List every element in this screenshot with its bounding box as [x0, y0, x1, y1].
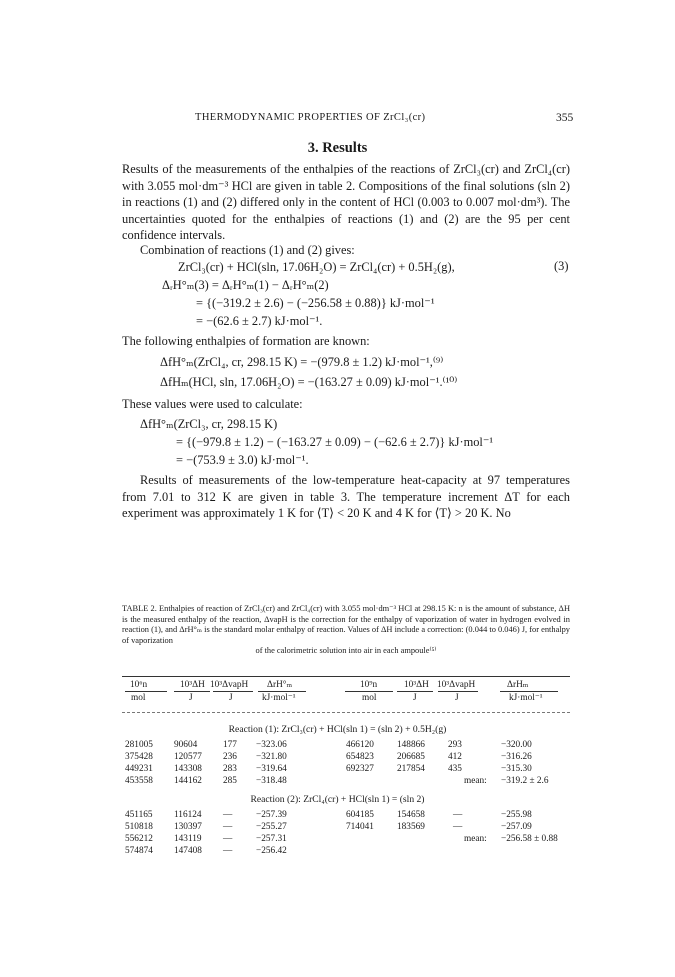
table-cell: 183569	[397, 822, 425, 832]
header-underline	[125, 691, 167, 692]
mean-label: mean:	[464, 834, 487, 844]
table-cell: −323.06	[256, 740, 287, 750]
paragraph-known: The following enthalpies of formation are known:	[122, 334, 370, 348]
table-cell: 120577	[174, 752, 202, 762]
table-cell: 451165	[125, 810, 153, 820]
equation-dh3-line2: = {(−319.2 ± 2.6) − (−256.58 ± 0.88)} kJ·mol⁻¹	[196, 296, 435, 310]
reaction2-title: Reaction (2): ZrCl₄(cr) + HCl(sln 1) = (sln 2)	[250, 794, 425, 805]
table2-caption-last: of the calorimetric solution into air in each ampoule⁽⁵⁾	[255, 646, 437, 656]
mean-value: −319.2 ± 2.6	[501, 776, 549, 786]
table-cell: 281005	[125, 740, 153, 750]
calc-line3: = −(753.9 ± 3.0) kJ·mol⁻¹.	[176, 453, 309, 467]
equation-dh3-line1: ΔᵣH°ₘ(3) = ΔᵣH°ₘ(1) − ΔᵣH°ₘ(2)	[162, 278, 329, 292]
table-cell: 177	[223, 740, 237, 750]
table-header: 10³ΔH	[180, 680, 205, 690]
table-cell: 143308	[174, 764, 202, 774]
table-unit: kJ·mol⁻¹	[509, 693, 543, 703]
equation-reaction-3: ZrCl₃(cr) + HCl(sln, 17.06H₂O) = ZrCl₄(cr) + 0.5H₂(g),	[178, 260, 455, 274]
table-cell: 449231	[125, 764, 153, 774]
table-header-rule	[122, 712, 570, 713]
table-cell: 510818	[125, 822, 153, 832]
table-header: 10³ΔvapH	[437, 680, 476, 690]
table-unit: J	[413, 693, 417, 703]
reaction1-title: Reaction (1): ZrCl₃(cr) + HCl(sln 1) = (sln 2) + 0.5H₂(g)	[228, 724, 447, 735]
calc-line2: = {(−979.8 ± 1.2) − (−163.27 ± 0.09) − (−62.6 ± 2.7)} kJ·mol⁻¹	[176, 435, 494, 449]
table-cell: 556212	[125, 834, 153, 844]
table-cell: 130397	[174, 822, 202, 832]
table-cell: 293	[448, 740, 462, 750]
table-header: 10³ΔH	[404, 680, 429, 690]
table-header: 10⁹n	[360, 680, 378, 690]
table-header: ΔrHₘ	[507, 680, 529, 690]
table-cell: 692327	[346, 764, 374, 774]
table-cell: 604185	[346, 810, 374, 820]
table-cell: —	[223, 834, 233, 844]
table-cell: —	[223, 846, 233, 856]
table-unit: mol	[131, 693, 146, 703]
header-underline	[345, 691, 393, 692]
table-unit: J	[455, 693, 459, 703]
table-cell: 285	[223, 776, 237, 786]
paragraph-combination: Combination of reactions (1) and (2) gives:	[140, 243, 355, 257]
table-unit: mol	[362, 693, 377, 703]
equation-dh3-line3: = −(62.6 ± 2.7) kJ·mol⁻¹.	[196, 314, 323, 328]
table2-caption	[122, 604, 570, 657]
mean-value: −256.58 ± 0.88	[501, 834, 558, 844]
table-top-rule	[122, 676, 570, 677]
known-formation-zrcl4: ΔfH°ₘ(ZrCl₄, cr, 298.15 K) = −(979.8 ± 1.2) kJ·mol⁻¹,⁽⁹⁾	[160, 355, 444, 369]
header-underline	[397, 691, 433, 692]
table-cell: 143119	[174, 834, 202, 844]
table-cell: 206685	[397, 752, 425, 762]
table-cell: −255.27	[256, 822, 287, 832]
paragraph-results-intro: Results of the measurements of the enthalpies of the reactions of ZrCl₃(cr) and ZrCl₄(cr) with 3.055 mol·dm⁻³ HCl are given in table 2. Compositions of the final solutions (sln 2) in reactions (1) and (2) differed only in the content of HCl (0.003 to 0.007 mol·dm³). The uncertainties quoted for the enthalpies of reactions (1) and (2) are the 95 per cent confidence intervals.	[122, 162, 570, 242]
table-header: 10³ΔvapH	[210, 680, 249, 690]
table-cell: 217854	[397, 764, 425, 774]
table-header: 10⁶n	[130, 680, 148, 690]
table-cell: −321.80	[256, 752, 287, 762]
table-unit: J	[229, 693, 233, 703]
calc-line1: ΔfH°ₘ(ZrCl₃, cr, 298.15 K)	[140, 417, 278, 431]
table-cell: 147408	[174, 846, 202, 856]
running-title: THERMODYNAMIC PROPERTIES OF ZrCl₃(cr)	[195, 112, 426, 123]
table-cell: 453558	[125, 776, 153, 786]
table-cell: −320.00	[501, 740, 532, 750]
table-cell: —	[223, 810, 233, 820]
table-cell: 236	[223, 752, 237, 762]
table-cell: 714041	[346, 822, 374, 832]
table-cell: 144162	[174, 776, 202, 786]
running-header	[0, 112, 675, 128]
table-cell: —	[453, 810, 463, 820]
equation-number-3: (3)	[554, 259, 569, 273]
table-cell: −318.48	[256, 776, 287, 786]
table-cell: −257.39	[256, 810, 287, 820]
table-cell: 654823	[346, 752, 374, 762]
table-cell: −316.26	[501, 752, 532, 762]
page-number: 355	[556, 112, 574, 124]
header-underline	[174, 691, 210, 692]
table-cell: 375428	[125, 752, 153, 762]
header-underline	[258, 691, 306, 692]
table-cell: 574874	[125, 846, 153, 856]
table-cell: —	[453, 822, 463, 832]
paragraph-calculate: These values were used to calculate:	[122, 397, 303, 411]
header-underline	[500, 691, 558, 692]
known-formation-hcl: ΔfHₘ(HCl, sln, 17.06H₂O) = −(163.27 ± 0.09) kJ·mol⁻¹.⁽¹⁰⁾	[160, 375, 458, 389]
table-cell: −256.42	[256, 846, 287, 856]
section-title: 3. Results	[307, 140, 368, 156]
table-cell: −315.30	[501, 764, 532, 774]
table-cell: 90604	[174, 740, 198, 750]
table-unit: J	[189, 693, 193, 703]
table-cell: 148866	[397, 740, 425, 750]
table2-caption-text: TABLE 2. Enthalpies of reaction of ZrCl₃(cr) and ZrCl₄(cr) with 3.055 mol·dm⁻³ HCl at 298.15 K: n is the amount of substance, ΔH is the measured enthalpy of the reaction, ΔvapH is the correction for the enthalpy of vaporization of water in hydrogen evolved in reaction (1), and ΔrH°ₘ is the standard molar enthalpy of reaction. Values of ΔH include a correction: (0.044 to 0.046) J, for enthalpy of vaporization	[122, 604, 570, 645]
header-underline	[438, 691, 478, 692]
table-header: ΔrH°ₘ	[267, 680, 293, 690]
table-cell: 116124	[174, 810, 202, 820]
table-cell: 412	[448, 752, 462, 762]
table-cell: −319.64	[256, 764, 287, 774]
table-cell: 283	[223, 764, 237, 774]
table-cell: 154658	[397, 810, 425, 820]
table-unit: kJ·mol⁻¹	[262, 693, 296, 703]
table-cell: —	[223, 822, 233, 832]
header-underline	[213, 691, 253, 692]
table-cell: 466120	[346, 740, 374, 750]
paragraph-heat-capacity: Results of measurements of the low-temperature heat-capacity at 97 temperatures from 7.01 to 312 K are given in table 3. The temperature increment ΔT for each experiment was approximately 1 K for ⟨T⟩ < 20 K and 4 K for ⟨T⟩ > 20 K. No	[122, 473, 570, 520]
table-cell: −257.09	[501, 822, 532, 832]
table-cell: 435	[448, 764, 462, 774]
table-cell: −255.98	[501, 810, 532, 820]
table-cell: −257.31	[256, 834, 287, 844]
mean-label: mean:	[464, 776, 487, 786]
